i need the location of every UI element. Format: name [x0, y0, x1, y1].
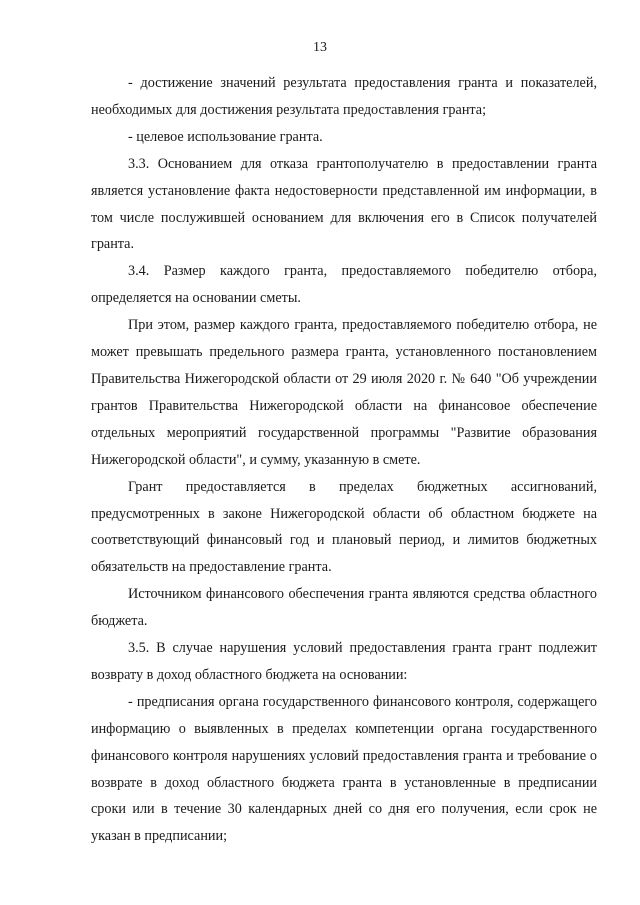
- paragraph-3-5-refund: 3.5. В случае нарушения условий предоставления гранта грант подлежит возврату в доход областного бюджета на основании:: [91, 640, 597, 683]
- paragraph-3-4-grant-size: 3.4. Размер каждого гранта, предоставляемого победителю отбора, определяется на основании сметы.: [91, 263, 597, 307]
- paragraph-control-order: - предписания органа государственного финансового контроля, содержащего информацию о выявленных в пределах компетенции органа государственного финансового контроля нарушениях условий предоставления гранта и требование о возврате в доход областного бюджета гранта в установленные в предписании сроки или в течение 30 календарных дней со дня его получения, если срок не указан в предписании;: [91, 693, 597, 845]
- paragraph-result-achievement: - достижение значений результата предоставления гранта и показателей, необходимых для достижения результата предоставления гранта;: [91, 75, 597, 118]
- paragraph-funding-source: Источником финансового обеспечения гранта являются средства областного бюджета.: [91, 586, 597, 630]
- paragraph-budget-allocations: Грант предоставляется в пределах бюджетных ассигнований, предусмотренных в законе Нижегородской области об областном бюджете на соответствующий финансовый год и плановый период, и лимитов бюджетных обязательств на предоставление гранта.: [91, 478, 597, 576]
- document-body: [91, 70, 597, 850]
- paragraph-3-3-refusal-grounds: 3.3. Основанием для отказа грантополучателю в предоставлении гранта является установление факта недостоверности представленной им информации, в том числе послужившей основанием для включения его в Список получателей гранта.: [91, 155, 597, 253]
- page-number: 13: [313, 40, 327, 55]
- paragraph-target-use: - целевое использование гранта.: [128, 128, 323, 145]
- paragraph-grant-limit: При этом, размер каждого гранта, предоставляемого победителю отбора, не может превышать предельного размера гранта, установленного постановлением Правительства Нижегородской области от 29 июля 2020 г. № 640 "Об учреждении грантов Правительства Нижегородской области на финансовое обеспечение отдельных мероприятий государственной программы "Развитие образования Нижегородской области", и сумму, указанную в смете.: [91, 317, 597, 468]
